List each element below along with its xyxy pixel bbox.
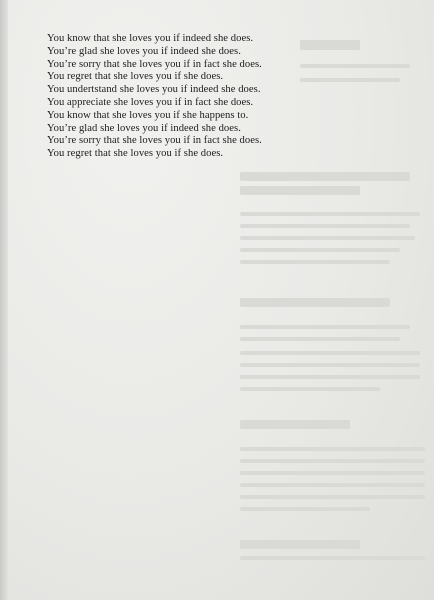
show-through-mark [240, 186, 360, 195]
show-through-mark [240, 375, 420, 379]
show-through-mark [240, 556, 425, 560]
show-through-mark [240, 260, 390, 264]
show-through-mark [240, 507, 370, 511]
show-through-mark [240, 483, 425, 487]
show-through-mark [240, 540, 360, 549]
show-through-mark [240, 447, 425, 451]
poem-line: You regret that she loves you if she does. [47, 71, 224, 83]
show-through-mark [240, 459, 425, 463]
show-through-mark [240, 298, 390, 307]
poem-line: You know that she loves you if she happens to. [47, 109, 249, 121]
poem-text-block [47, 33, 407, 161]
show-through-mark [240, 212, 420, 216]
show-through-mark [240, 363, 420, 367]
show-through-mark [240, 172, 410, 181]
show-through-mark [240, 248, 400, 252]
show-through-mark [240, 236, 415, 240]
show-through-mark [240, 325, 410, 329]
poem-line: You’re glad she loves you if indeed she does. [47, 122, 241, 134]
show-through-mark [240, 351, 420, 355]
show-through-mark [240, 387, 380, 391]
poem-line: You’re glad she loves you if indeed she does. [47, 45, 241, 57]
show-through-mark [240, 337, 400, 341]
poem-line: You appreciate she loves you if in fact she does. [47, 96, 254, 108]
show-through-mark [240, 495, 425, 499]
page-binding-edge [0, 0, 8, 600]
poem-line: You regret that she loves you if she does. [47, 148, 224, 160]
show-through-mark [240, 471, 425, 475]
poem-line: You undertstand she loves you if indeed she does. [47, 84, 261, 96]
poem-line: You’re sorry that she loves you if in fact she does. [47, 58, 262, 70]
poem-line: You’re sorry that she loves you if in fact she does. [47, 135, 262, 147]
poem-line: You know that she loves you if indeed she does. [47, 33, 254, 44]
show-through-mark [240, 420, 350, 429]
show-through-mark [240, 224, 410, 228]
